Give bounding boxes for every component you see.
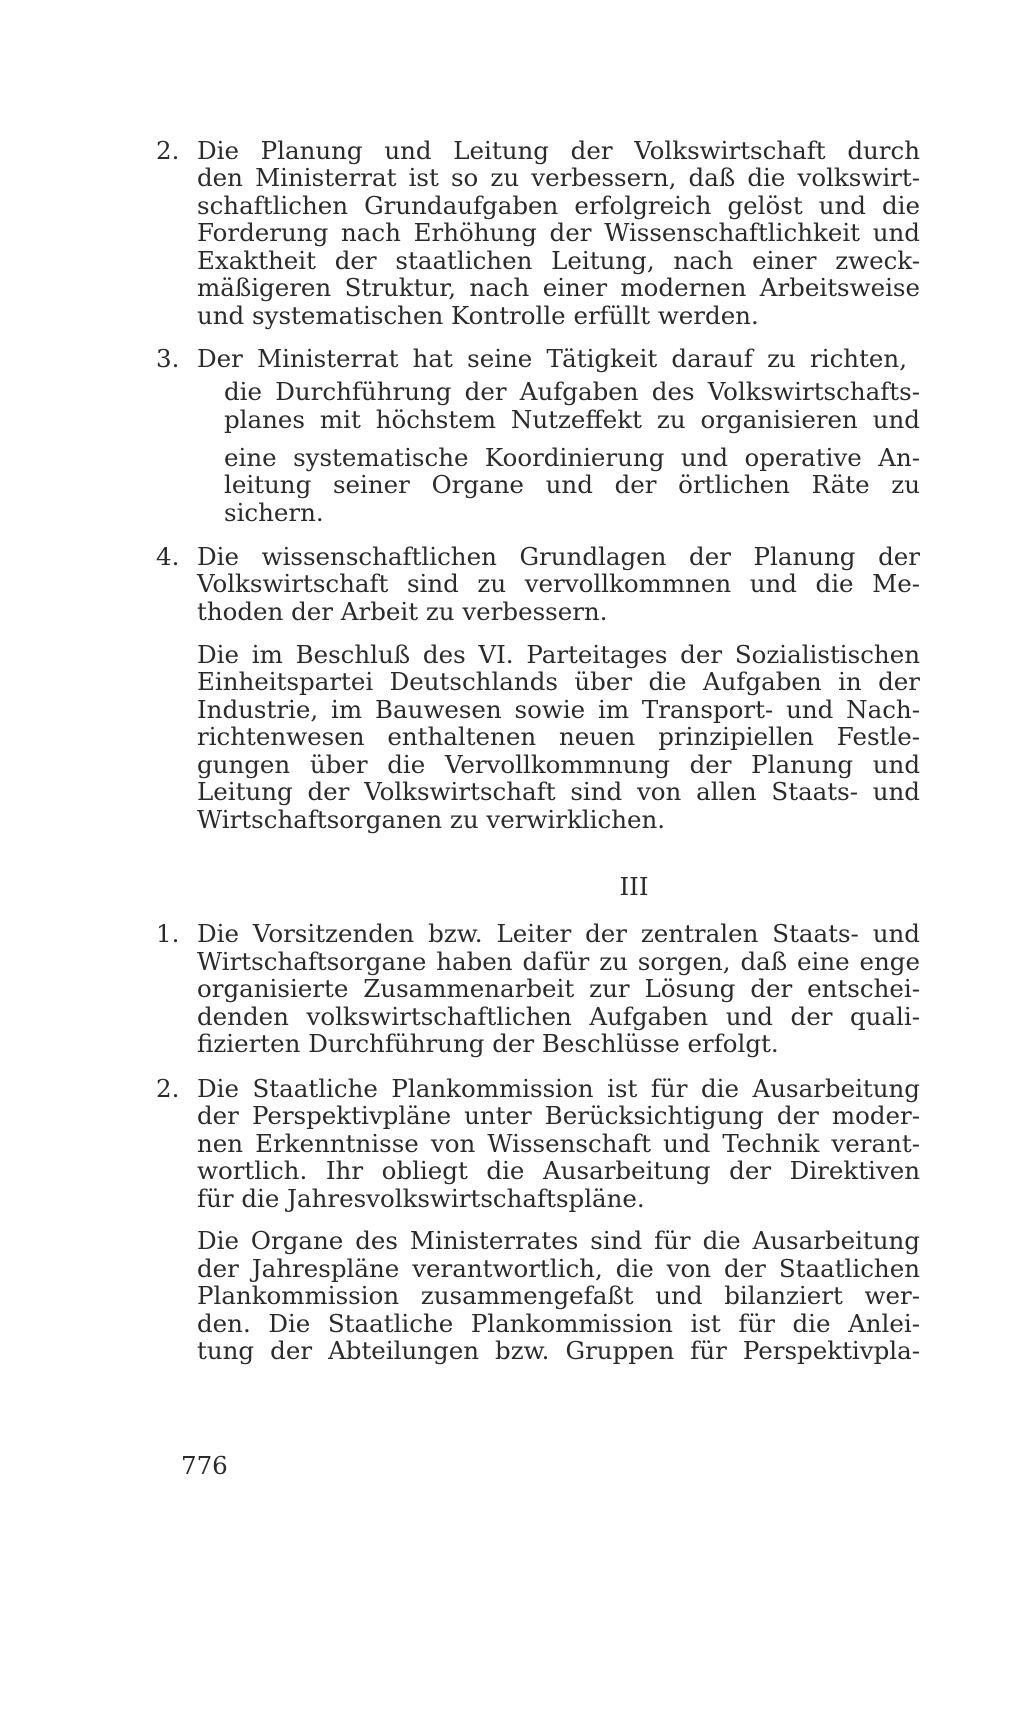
text-line: organisierte Zusammenarbeit zur Lösung der entschei- xyxy=(197,974,920,1003)
text-line: fizierten Durchführung der Beschlüsse erfolgt. xyxy=(197,1029,779,1058)
text-line: den. Die Staatliche Plankommission ist für die Anlei- xyxy=(197,1309,920,1338)
text-line: und systematischen Kontrolle erfüllt werden. xyxy=(197,301,759,330)
item-number: 2. xyxy=(156,136,180,165)
item-number: 4. xyxy=(156,542,180,571)
text-line: leitung seiner Organe und der örtlichen Räte zu xyxy=(224,470,920,499)
text-line: Die wissenschaftlichen Grundlagen der Planung der xyxy=(197,542,920,571)
text-line: tung der Abteilungen bzw. Gruppen für Perspektivpla- xyxy=(197,1336,920,1365)
text-line: Wirtschaftsorganen zu verwirklichen. xyxy=(197,805,666,834)
text-line: gungen über die Vervollkommnung der Planung und xyxy=(197,750,920,779)
text-line: sichern. xyxy=(224,498,324,527)
text-line: nen Erkenntnisse von Wissenschaft und Technik verant- xyxy=(197,1129,920,1158)
text-line: richtenwesen enthaltenen neuen prinzipiellen Festle- xyxy=(197,722,920,751)
text-line: Leitung der Volkswirtschaft sind von allen Staats- und xyxy=(197,777,920,806)
item-number: 3. xyxy=(156,344,180,373)
text-line: Wirtschaftsorgane haben dafür zu sorgen, daß eine enge xyxy=(197,947,920,976)
section-heading: III xyxy=(619,872,649,901)
item-number: 2. xyxy=(156,1074,180,1103)
text-line: Die Vorsitzenden bzw. Leiter der zentralen Staats- und xyxy=(197,919,920,948)
text-line: planes mit höchstem Nutzeffekt zu organisieren und xyxy=(224,405,920,434)
text-line: denden volkswirtschaftlichen Aufgaben und der quali- xyxy=(197,1002,920,1031)
text-line: der Perspektivpläne unter Berücksichtigung der moder- xyxy=(197,1101,920,1130)
page-number: 776 xyxy=(181,1451,228,1480)
item-number: 1. xyxy=(156,919,180,948)
text-line: Exaktheit der staatlichen Leitung, nach einer zweck- xyxy=(197,246,920,275)
text-line: Forderung nach Erhöhung der Wissenschaftlichkeit und xyxy=(197,218,920,247)
text-line: thoden der Arbeit zu verbessern. xyxy=(197,597,608,626)
text-line: Volkswirtschaft sind zu vervollkommnen und die Me- xyxy=(197,569,920,598)
text-line: Plankommission zusammengefaßt und bilanziert wer- xyxy=(197,1281,920,1310)
text-line: schaftlichen Grundaufgaben erfolgreich gelöst und die xyxy=(197,191,920,220)
text-line: Einheitspartei Deutschlands über die Aufgaben in der xyxy=(197,667,920,696)
text-line: Die im Beschluß des VI. Parteitages der Sozialistischen xyxy=(197,640,920,669)
text-line: Die Planung und Leitung der Volkswirtschaft durch xyxy=(197,136,920,165)
text-line: die Durchführung der Aufgaben des Volkswirtschafts- xyxy=(224,377,920,406)
text-line: Industrie, im Bauwesen sowie im Transport- und Nach- xyxy=(197,695,920,724)
text-line: Die Staatliche Plankommission ist für die Ausarbeitung xyxy=(197,1074,920,1103)
text-line: der Jahrespläne verantwortlich, die von der Staatlichen xyxy=(197,1254,920,1283)
text-line: Die Organe des Ministerrates sind für die Ausarbeitung xyxy=(197,1226,920,1255)
text-line: mäßigeren Struktur, nach einer modernen Arbeitsweise xyxy=(197,273,920,302)
text-line: eine systematische Koordinierung und operative An- xyxy=(224,443,920,472)
text-line: den Ministerrat ist so zu verbessern, daß die volkswirt- xyxy=(197,163,920,192)
text-line: Der Ministerrat hat seine Tätigkeit darauf zu richten, xyxy=(197,344,907,373)
text-line: für die Jahresvolkswirtschaftspläne. xyxy=(197,1184,645,1213)
text-line: wortlich. Ihr obliegt die Ausarbeitung der Direktiven xyxy=(197,1156,920,1185)
